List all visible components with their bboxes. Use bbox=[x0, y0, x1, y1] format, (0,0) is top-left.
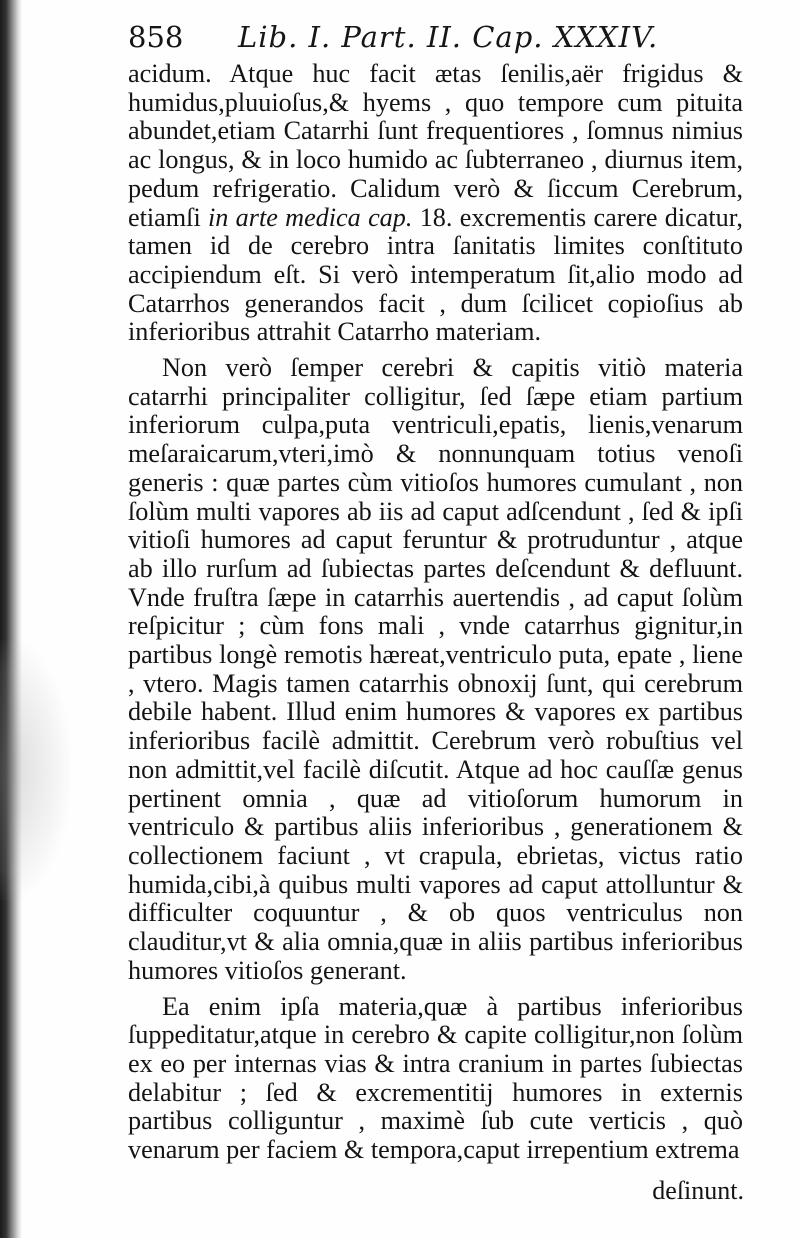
paragraph-1 bbox=[128, 60, 743, 347]
paragraph-text: 18. excrementis carere dicatur, tamen id de cerebro intra ſanitatis limites conſtituto accipiendum eſt. Si verò intemperatum ſit,alio modo ad Catarrhos generandos facit , dum ſcilicet copioſius ab inferioribus attrahit Catarrho materiam. bbox=[128, 202, 743, 347]
paragraph-text: acidum. Atque huc facit ætas ſenilis,aër frigidus & humidus,pluuioſus,& hyems , quo tempore cum pituita abundet,etiam Catarrhi ſunt frequentiores , ſomnus nimius ac longus, & in loco humido ac ſubterraneo , diurnus item, pedum refrigeratio. Calidum verò & ſiccum Cerebrum, etiamſi bbox=[128, 59, 743, 232]
paragraph-text: Ea enim ipſa materia,quæ à partibus inferioribus ſuppeditatur,atque in cerebro & capite colligitur,non ſolùm ex eo per internas vias & intra cranium in partes ſubiectas delabitur ; ſed & excrementitij humores in externis partibus colliguntur , maximè ſub cute verticis , quò venarum per faciem & tempora,caput irrepentium extrema bbox=[128, 991, 743, 1165]
body-text bbox=[128, 60, 743, 1172]
page-number: 858 bbox=[128, 20, 184, 54]
running-title: Lib. I. Part. II. Cap. XXXIV. bbox=[238, 20, 659, 54]
paragraph-2 bbox=[128, 354, 743, 985]
catchword: deſinunt. bbox=[652, 1176, 744, 1205]
page-stain bbox=[0, 640, 70, 900]
paragraph-3 bbox=[128, 993, 743, 1165]
paragraph-text: Non verò ſemper cerebri & capitis vitiò materia catarrhi principaliter colligitur, ſed ſæpe etiam partium inferiorum culpa,puta ventriculi,epatis, lienis,venarum meſaraicarum,vteri,imò & nonnunquam totius venoſi generis : quæ partes cùm vitioſos humores cumulant , non ſolùm multi vapores ab iis ad caput adſcendunt , ſed & ipſi vitioſi humores ad caput feruntur & protruduntur , atque ab illo rurſum ad ſubiectas partes deſcendunt & defluunt. Vnde fruſtra ſæpe in catarrhis auertendis , ad caput ſolùm reſpicitur ; cùm fons mali , vnde catarrhus gignitur,in partibus longè remotis hæreat,ventriculo puta, epate , liene , vtero. Magis tamen catarrhis obnoxij ſunt, qui cerebrum debile habent. Illud enim humores & vapores ex partibus inferioribus facilè admittit. Cerebrum verò robuſtius vel non admittit,vel facilè diſcutit. Atque ad hoc cauſſæ genus pertinent omnia , quæ ad vitioſorum humorum in ventriculo & partibus aliis inferioribus , generationem & collectionem faciunt , vt crapula, ebrietas, victus ratio humida,cibi,à quibus multi vapores ad caput attolluntur & difficulter coquuntur , & ob quos ventriculus non clauditur,vt & alia omnia,quæ in aliis partibus inferioribus humores vitioſos generant. bbox=[128, 353, 743, 985]
running-header bbox=[128, 18, 748, 62]
gutter-shadow bbox=[0, 0, 22, 1238]
citation-in-arte-medica: in arte medica cap. bbox=[208, 202, 413, 232]
